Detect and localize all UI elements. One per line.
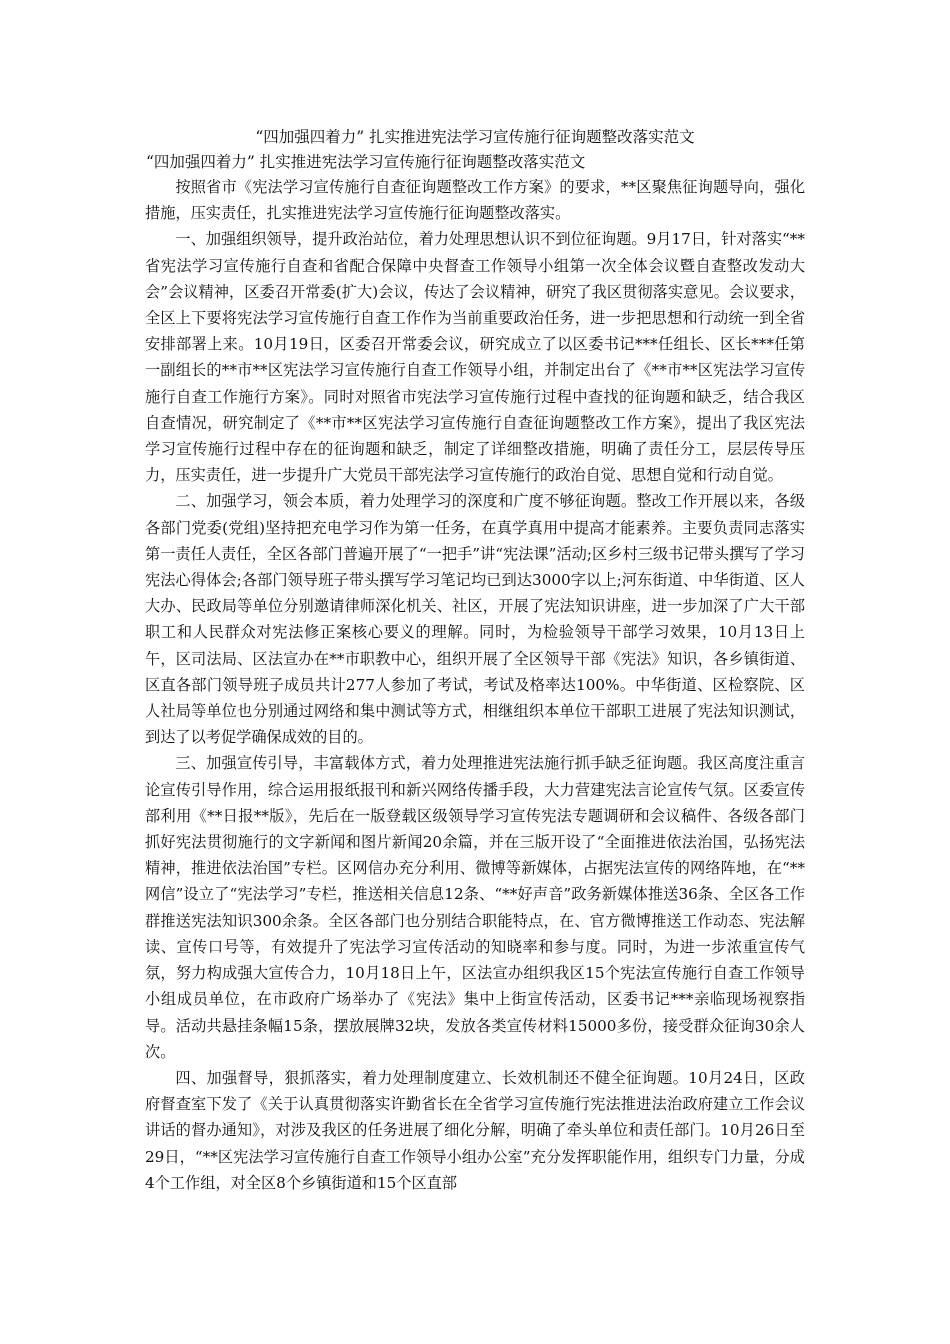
document-body (145, 174, 805, 1196)
section-2-paragraph: 二、加强学习，领会本质，着力处理学习的深度和广度不够征询题。整改工作开展以来，各级各部门党委(党组)坚持把充电学习作为第一任务，在真学真用中提高才能素养。主要负责同志落实第一责任人责任，全区各部门普遍开展了“一把手”讲“宪法课”活动;区乡村三级书记带头撰写了学习宪法心得体会;各部门领导班子带头撰写学习笔记均已到达3000字以上;河东街道、中华街道、区人大办、民政局等单位分别邀请律师深化机关、社区，开展了宪法知识讲座，进一步加深了广大干部职工和人民群众对宪法修正案核心要义的理解。同时，为检验领导干部学习效果，10月13日上午，区司法局、区法宣办在**市职教中心，组织开展了全区领导干部《宪法》知识，各乡镇街道、区直各部门领导班子成员共计277人参加了考试，考试及格率达100%。中华街道、区检察院、区人社局等单位也分别通过网络和集中测试等方式，相继组织本单位干部职工进展了宪法知识测试，到达了以考促学确保成效的目的。 (145, 492, 805, 747)
document-subtitle: “四加强四着力” 扎实推进宪法学习宣传施行征询题整改落实范文 (146, 153, 586, 171)
intro-paragraph: 按照省市《宪法学习宣传施行自查征询题整改工作方案》的要求，**区聚焦征询题导向，强化措施，压实责任，扎实推进宪法学习宣传施行征询题整改落实。 (145, 178, 805, 223)
section-4-paragraph: 四、加强督导，狠抓落实，着力处理制度建立、长效机制还不健全征询题。10月24日，区政府督查室下发了《关于认真贯彻落实许勤省长在全省学习宣传施行宪法推进法治政府建立工作会议讲话的督办通知》，对涉及我区的任务进展了细化分解，明确了牵头单位和责任部门。10月26日至29日，“**区宪法学习宣传施行自查工作领导小组办公室”充分发挥职能作用，组织专门力量，分成4个工作组，对全区8个乡镇街道和15个区直部 (145, 1068, 805, 1192)
section-1-paragraph: 一、加强组织领导，提升政治站位，着力处理思想认识不到位征询题。9月17日，针对落实“**省宪法学习宣传施行自查和省配合保障中央督查工作领导小组第一次全体会议暨自查整改发动大会”会议精神，区委召开常委(扩大)会议，传达了会议精神，研究了我区贯彻落实意见。会议要求，全区上下要将宪法学习宣传施行自查工作作为当前重要政治任务，进一步把思想和行动统一到全省安排部署上来。10月19日，区委召开常委会议，研究成立了以区委书记***任组长、区长***任第一副组长的**市**区宪法学习宣传施行自查工作领导小组，并制定出台了《**市**区宪法学习宣传施行自查工作施行方案》。同时对照省市宪法学习宣传施行过程中查找的征询题和缺乏，结合我区自查情况，研究制定了《**市**区宪法学习宣传施行自查征询题整改工作方案》，提出了我区宪法学习宣传施行过程中存在的征询题和缺乏，制定了详细整改措施，明确了责任分工，层层传导压力，压实责任，进一步提升广大党员干部宪法学习宣传施行的政治自觉、思想自觉和行动自觉。 (145, 230, 805, 485)
section-3-paragraph: 三、加强宣传引导，丰富载体方式，着力处理推进宪法施行抓手缺乏征询题。我区高度注重言论宣传引导作用，综合运用报纸报刊和新兴网络传播手段，大力营建宪法言论宣传气氛。区委宣传部利用《**日报**版》，先后在一版登载区级领导学习宣传宪法专题调研和会议稿件、各级各部门抓好宪法贯彻施行的文字新闻和图片新闻20余篇，并在三版开设了“全面推进依法治国，弘扬宪法精神，推进依法治国”专栏。区网信办充分利用、微博等新媒体，占据宪法宣传的网络阵地，在“**网信”设立了“宪法学习”专栏，推送相关信息12条、“**好声音”政务新媒体推送36条、全区各工作群推送宪法知识300余条。全区各部门也分别结合职能特点，在、官方微博推送工作动态、宪法解读、宣传口号等，有效提升了宪法学习宣传活动的知晓率和参与度。同时，为进一步浓重宣传气氛，努力构成强大宣传合力，10月18日上午，区法宣办组织我区15个宪法宣传施行自查工作领导小组成员单位，在市政府广场举办了《宪法》集中上街宣传活动，区委书记***亲临现场视察指导。活动共悬挂条幅15条，摆放展牌32块，发放各类宣传材料15000多份，接受群众征询30余人次。 (145, 754, 805, 1061)
document-title: “四加强四着力” 扎实推进宪法学习宣传施行征询题整改落实范文 (255, 128, 695, 146)
